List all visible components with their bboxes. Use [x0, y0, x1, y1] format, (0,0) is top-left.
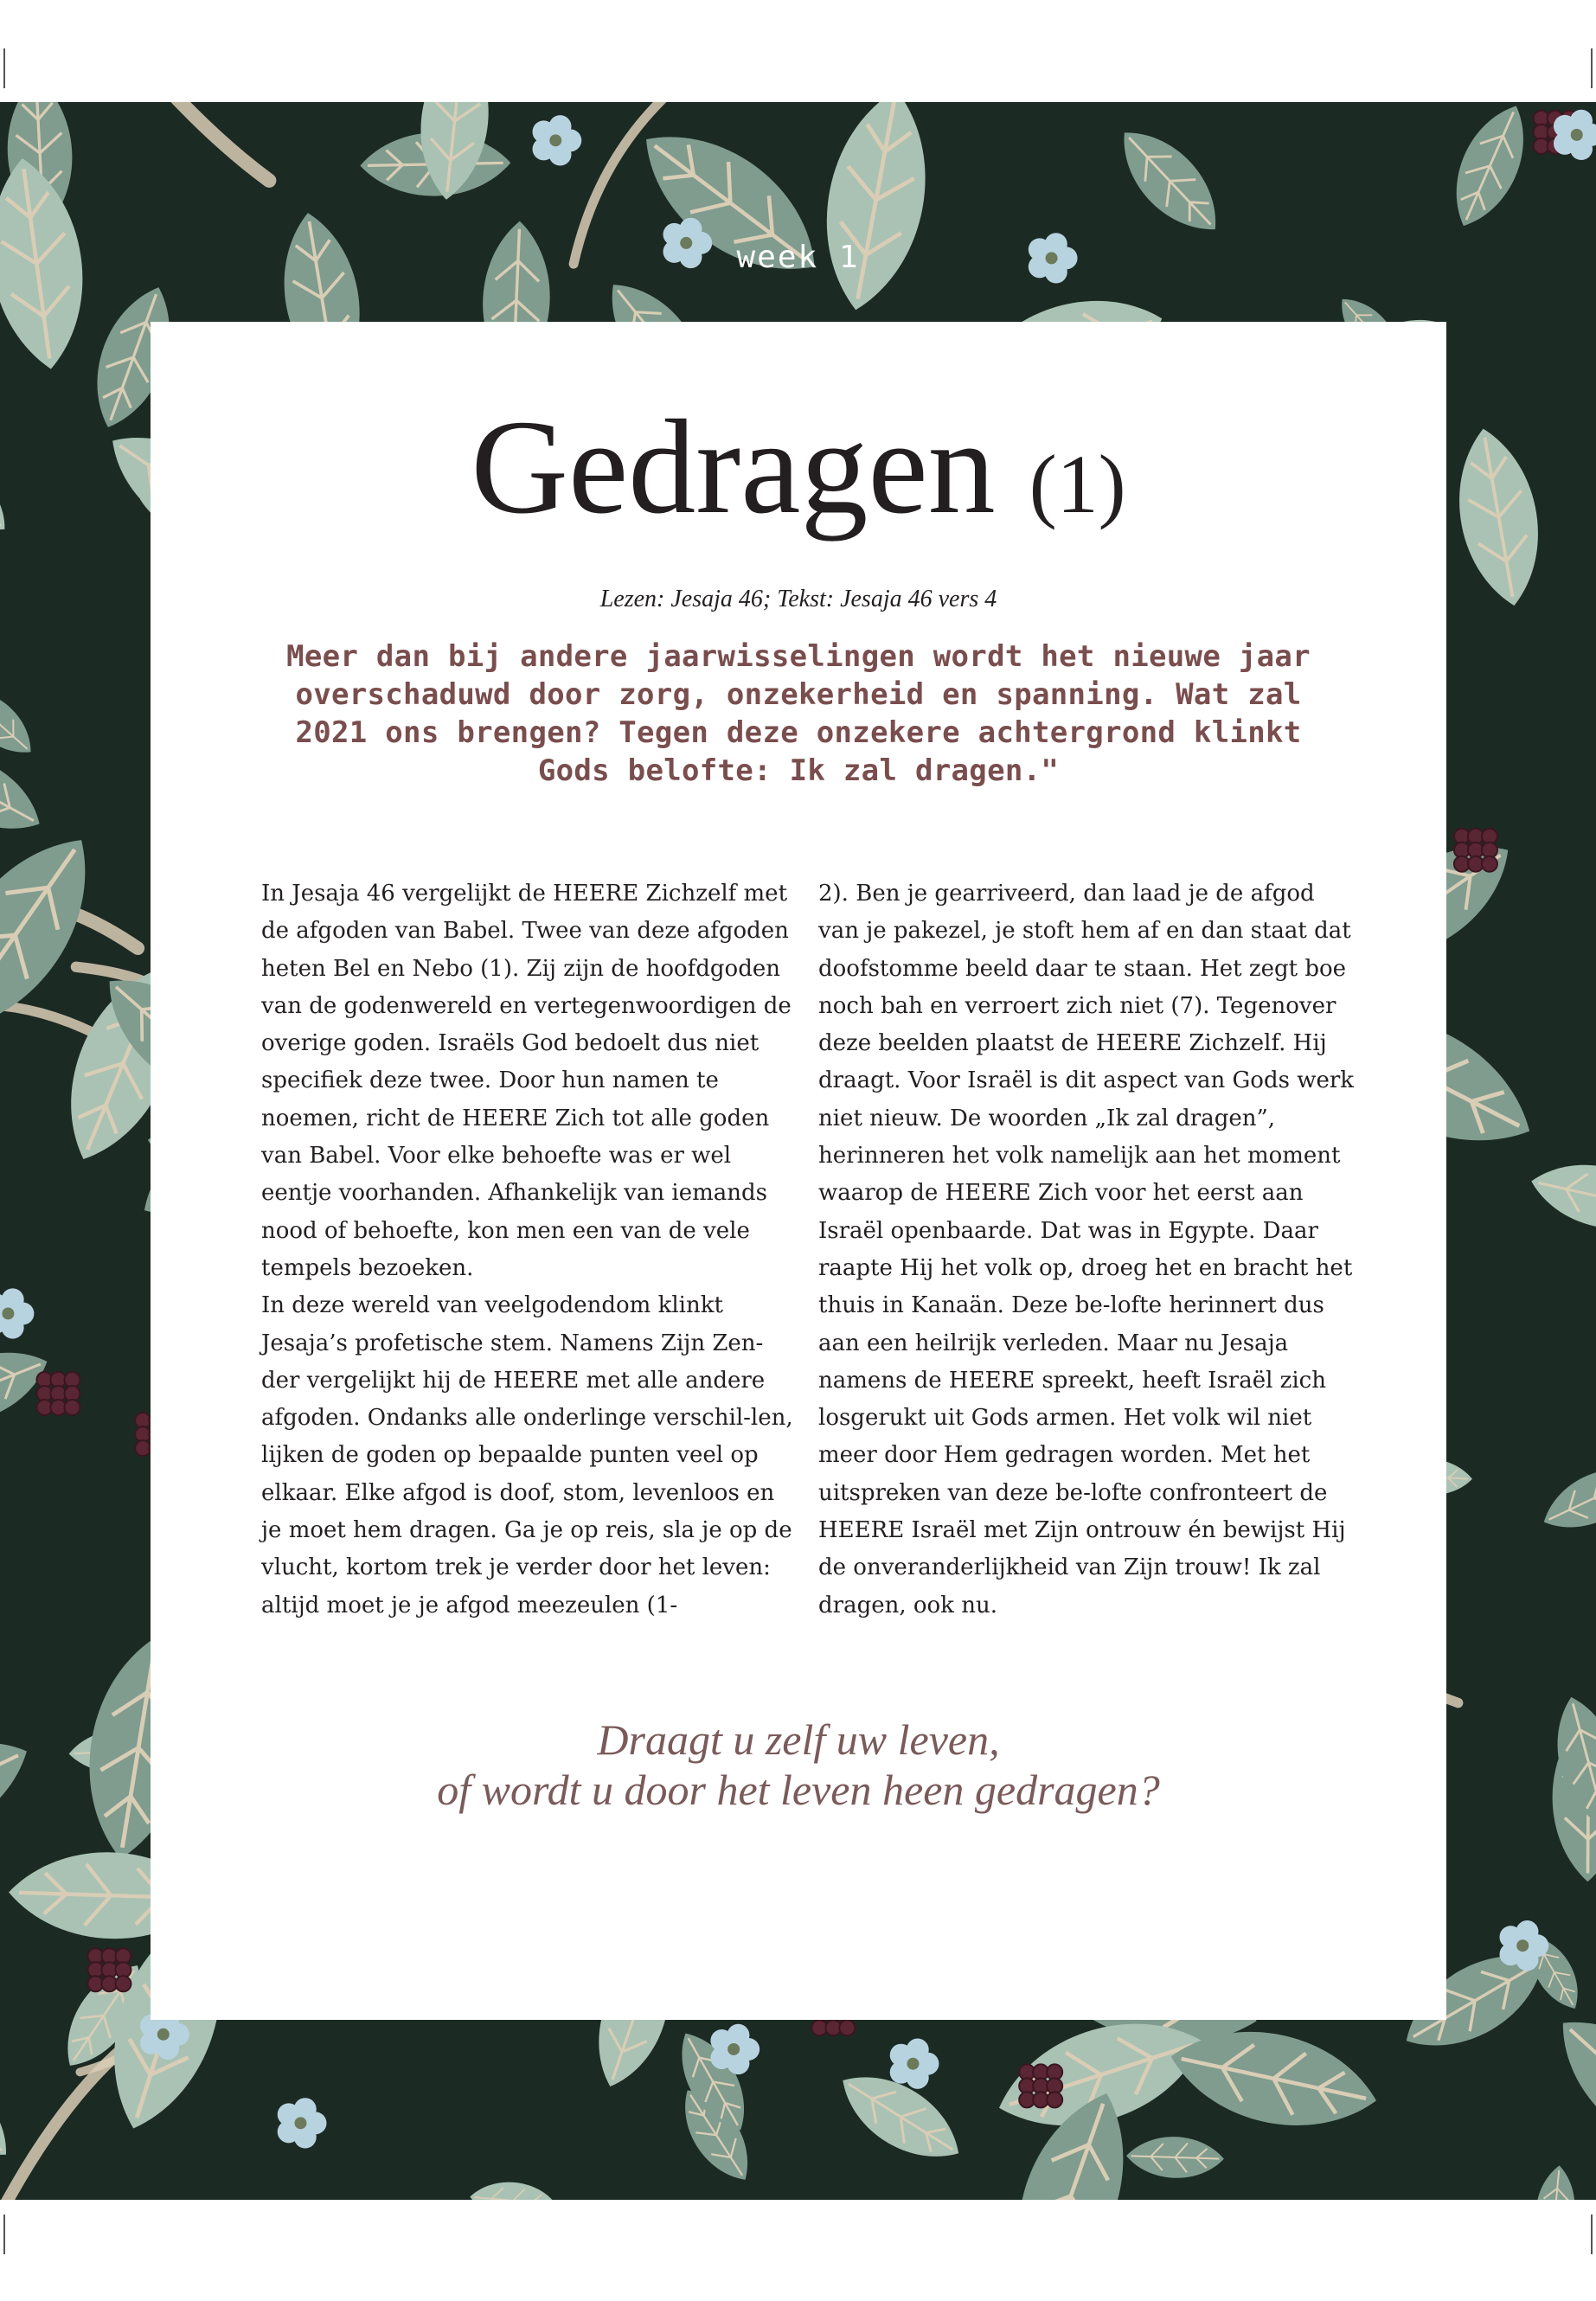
- leaf-shape: [1525, 1152, 1596, 1242]
- article-card: [151, 322, 1446, 2020]
- crop-mark: [3, 2214, 5, 2254]
- berry-shape: [839, 2020, 855, 2035]
- flower-petal: [907, 2039, 929, 2061]
- week-label: week 1: [736, 240, 860, 275]
- flower-center: [294, 2117, 306, 2129]
- leaf-shape: [0, 445, 19, 545]
- berry-shape: [64, 1400, 80, 1415]
- leaf-shape: [1439, 102, 1542, 237]
- flower-petal: [294, 2098, 317, 2120]
- flower-petal: [1516, 1920, 1538, 1943]
- branch-shape: [0, 2045, 127, 2200]
- page-title: [151, 392, 1446, 542]
- leaf-shape: [1532, 2163, 1579, 2200]
- flower-petal: [549, 115, 572, 138]
- flower-center: [157, 2029, 170, 2041]
- reading-reference: Lezen: Jesaja 46; Tekst: Jesaja 46 vers 4: [599, 586, 997, 612]
- leaf-shape: [1534, 1453, 1596, 1543]
- paragraph: In deze wereld van veelgodendom klinkt Jesaja’s profetische stem. Namens Zijn Zen-der vergelijkt hij de HEERE met alle andere afgoden. Ondanks alle onderlinge verschil-len, lijken de goden op bepaalde punten veel op elkaar. Elke afgod is doof, stom, levenloos en je moet hem dragen. Ga je op reis, sla je op de vlucht, kortom trek je verder door het leven: altijd moet je je afgod meezeulen (1-: [261, 1292, 793, 1618]
- left-column: [261, 875, 798, 1625]
- leaf-shape: [1104, 113, 1235, 248]
- right-column: [818, 875, 1355, 1625]
- flower-petal: [679, 218, 702, 240]
- leaf-shape: [810, 102, 943, 318]
- closing-question: [151, 1715, 1446, 1815]
- flower-center: [549, 134, 561, 146]
- berry-shape: [115, 1976, 131, 1991]
- crop-mark: [1591, 48, 1593, 88]
- flower-center: [2, 1307, 14, 1319]
- flower-petal: [1570, 110, 1593, 132]
- flower-petal: [727, 2024, 749, 2047]
- title-main: Gedragen: [471, 392, 996, 542]
- leaf-shape: [0, 1715, 44, 1869]
- paragraph: 2). Ben je gearriveerd, dan laad je de afgod van je pakezel, je stoft hem af en dan staat dat doofstomme beeld daar te staan. Het zegt boe noch bah en verroert zich niet (7). Tegenover deze beelden plaatst de HEERE Zichzelf. Hij draagt. Voor Israël is dit aspect van Gods werk niet nieuw. De woorden „Ik zal dragen”, herinneren het volk namelijk aan het moment waarop de HEERE Zich voor het eerst aan Israël openbaarde. Dat was in Egypte. Daar raapte Hij het volk op, droeg het en bracht het thuis in Kanaän. Deze be-lofte herinnert dus aan een heilrijk verleden. Maar nu Jesaja namens de HEERE spreekt, heeft Israël zich losgerukt uit Gods armen. Het volk wil niet meer door Hem gedragen worden. Met het uitspreken van deze be-lofte confronteert de HEERE Israël met Zijn ontrouw én bewijst Hij de onveranderlijkheid van Zijn trouw! Ik zal dragen, ook nu.: [818, 881, 1355, 1618]
- flower-center: [1516, 1939, 1529, 1952]
- leaf-shape: [0, 676, 44, 766]
- leaf-shape: [0, 2052, 23, 2173]
- berry-shape: [1482, 856, 1497, 872]
- intro-text: Meer dan bij andere jaarwisselingen wordt het nieuwe jaar overschaduwd door zorg, onzekerheid en spanning. Wat zal 2021 ons brengen? Tegen deze onzekere achtergrond klinkt Gods belofte: Ik zal dragen.": [286, 639, 1311, 788]
- flower-center: [727, 2043, 740, 2055]
- leaf-shape: [0, 1107, 5, 1163]
- leaf-shape: [1446, 422, 1552, 612]
- flower-petal: [2, 1288, 24, 1311]
- flower-center: [907, 2058, 919, 2070]
- berry-shape: [1047, 2092, 1062, 2107]
- closing-line: Draagt u zelf uw leven,: [597, 1715, 1000, 1764]
- title-number: (1): [1029, 438, 1126, 530]
- closing-line: of wordt u door het leven heen gedragen?: [437, 1766, 1160, 1814]
- leaf-shape: [1536, 1993, 1596, 2182]
- leaf-shape: [1125, 2135, 1224, 2179]
- crop-mark: [1591, 2214, 1593, 2254]
- leaf-shape: [468, 2179, 557, 2200]
- crop-mark: [3, 48, 5, 88]
- flower-center: [1571, 129, 1583, 141]
- paragraph: In Jesaja 46 vergelijkt de HEERE Zichzelf met de afgoden van Babel. Twee van deze afgoden heten Bel en Nebo (1). Zij zijn de hoofdgoden van de godenwereld en vertegenwoordigen de overige goden. Israëls God bedoelt dus niet specifiek deze twee. Door hun namen te noemen, richt de HEERE Zich tot alle goden van Babel. Voor elke behoefte was er wel eentje voorhanden. Afhankelijk van iemands nood of behoefte, kon men een van de vele tempels bezoeken.: [261, 881, 792, 1281]
